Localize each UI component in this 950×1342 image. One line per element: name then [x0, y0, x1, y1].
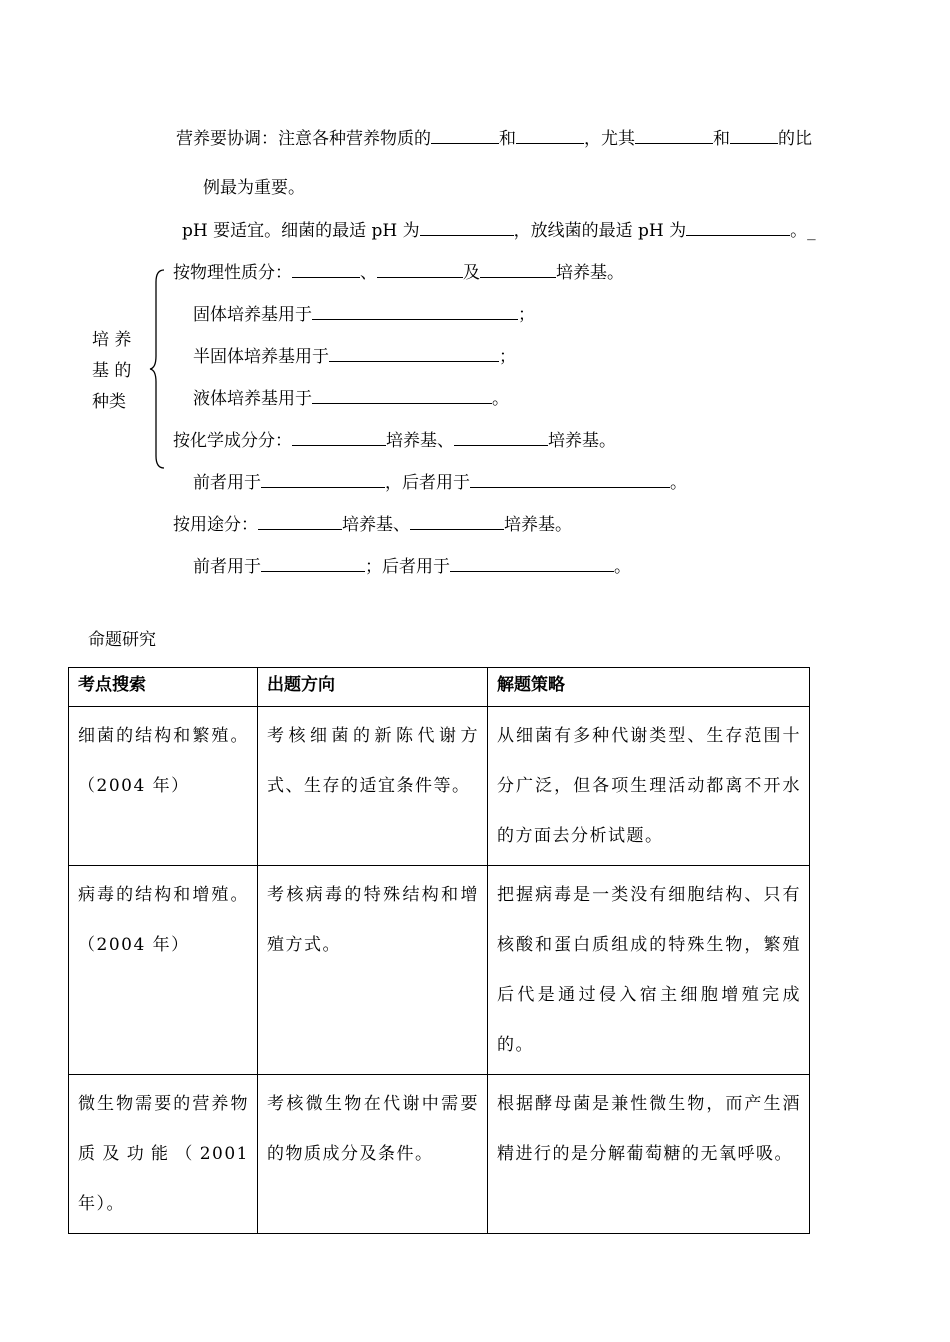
table-cell: 微生物需要的营养物质及功能（2001 年）。: [69, 1075, 258, 1234]
table-cell: 考核细菌的新陈代谢方式、生存的适宜条件等。: [258, 707, 488, 866]
table-cell: 根据酵母菌是兼性微生物，而产生酒精进行的是分解葡萄糖的无氧呼吸。: [488, 1075, 810, 1234]
answer-blank[interactable]: [329, 345, 499, 362]
solid-line: [193, 303, 535, 326]
separator: 及: [463, 263, 480, 283]
table-cell: 病毒的结构和增殖。（2004 年）: [69, 866, 258, 1075]
physical-line: [173, 261, 624, 284]
chemical-use-end: 。: [670, 473, 687, 493]
answer-blank[interactable]: [470, 471, 670, 488]
purpose-label: 按用途分：: [173, 515, 258, 535]
nutrition-text: 的比: [778, 129, 812, 149]
answer-blank[interactable]: [292, 429, 386, 446]
chemical-use-line: [193, 471, 687, 494]
ph-text: ，放线菌的最适 pH 为: [513, 221, 687, 241]
answer-blank[interactable]: [377, 261, 463, 278]
side-label-line: 种类: [92, 392, 126, 412]
table-cell: 细菌的结构和繁殖。（2004 年）: [69, 707, 258, 866]
nutrition-text: ，尤其: [584, 129, 635, 149]
nutrition-text: 和: [713, 129, 730, 149]
answer-blank[interactable]: [454, 429, 548, 446]
ph-text: 。_: [790, 221, 816, 241]
nutrition-text: 和: [499, 129, 516, 149]
liquid-label: 液体培养基用于: [193, 389, 312, 409]
answer-blank[interactable]: [516, 127, 584, 144]
purpose-mid: 培养基、: [342, 515, 410, 535]
answer-blank[interactable]: [431, 127, 499, 144]
answer-blank[interactable]: [261, 471, 385, 488]
solid-end: ；: [518, 305, 535, 325]
chemical-use-a: 前者用于: [193, 473, 261, 493]
side-label-line: 培 养: [92, 330, 132, 350]
answer-blank[interactable]: [450, 555, 614, 572]
answer-blank[interactable]: [261, 555, 365, 572]
header-cell: 出题方向: [258, 668, 488, 707]
chemical-use-b: ，后者用于: [385, 473, 470, 493]
curly-brace-icon: [148, 268, 168, 470]
table-row: [69, 707, 810, 866]
answer-blank[interactable]: [480, 261, 556, 278]
table-cell: 从细菌有多种代谢类型、生存范围十分广泛，但各项生理活动都离不开水的方面去分析试题。: [488, 707, 810, 866]
answer-blank[interactable]: [730, 127, 778, 144]
header-cell: 解题策略: [488, 668, 810, 707]
table-cell: 把握病毒是一类没有细胞结构、只有核酸和蛋白质组成的特殊生物，繁殖后代是通过侵入宿主细胞增殖完成的。: [488, 866, 810, 1075]
table-header-row: [69, 668, 810, 707]
chemical-label: 按化学成分分：: [173, 431, 292, 451]
answer-blank[interactable]: [410, 513, 504, 530]
liquid-end: 。: [492, 389, 509, 409]
physical-end: 培养基。: [556, 263, 624, 283]
purpose-use-line: [193, 555, 631, 578]
chemical-end: 培养基。: [548, 431, 616, 451]
ph-text: pH 要适宜。细菌的最适 pH 为: [182, 221, 420, 241]
nutrition-line-2: 例最为重要。: [203, 178, 305, 198]
solid-label: 固体培养基用于: [193, 305, 312, 325]
liquid-line: [193, 387, 509, 410]
answer-blank[interactable]: [292, 261, 360, 278]
header-cell: 考点搜索: [69, 668, 258, 707]
section-title: 命题研究: [88, 630, 156, 650]
side-label-line: 基 的: [92, 361, 132, 381]
nutrition-line-1: [176, 127, 812, 150]
chemical-line: [173, 429, 616, 452]
media-side-label: [92, 325, 131, 418]
table-cell: 考核微生物在代谢中需要的物质成分及条件。: [258, 1075, 488, 1234]
purpose-use-a: 前者用于: [193, 557, 261, 577]
answer-blank[interactable]: [686, 219, 790, 236]
table-row: [69, 866, 810, 1075]
answer-blank[interactable]: [635, 127, 713, 144]
purpose-use-b: ；后者用于: [365, 557, 450, 577]
nutrition-text: 营养要协调：注意各种营养物质的: [176, 129, 431, 149]
answer-blank[interactable]: [312, 303, 518, 320]
answer-blank[interactable]: [258, 513, 342, 530]
semisolid-line: [193, 345, 516, 368]
exam-study-table: [68, 667, 810, 1234]
purpose-line: [173, 513, 572, 536]
chemical-mid: 培养基、: [386, 431, 454, 451]
ph-line: [182, 219, 816, 242]
purpose-use-end: 。: [614, 557, 631, 577]
physical-label: 按物理性质分：: [173, 263, 292, 283]
purpose-end: 培养基。: [504, 515, 572, 535]
answer-blank[interactable]: [312, 387, 492, 404]
answer-blank[interactable]: [420, 219, 514, 236]
separator: 、: [360, 263, 377, 283]
table-cell: 考核病毒的特殊结构和增殖方式。: [258, 866, 488, 1075]
table-row: [69, 1075, 810, 1234]
semisolid-label: 半固体培养基用于: [193, 347, 329, 367]
semisolid-end: ；: [499, 347, 516, 367]
